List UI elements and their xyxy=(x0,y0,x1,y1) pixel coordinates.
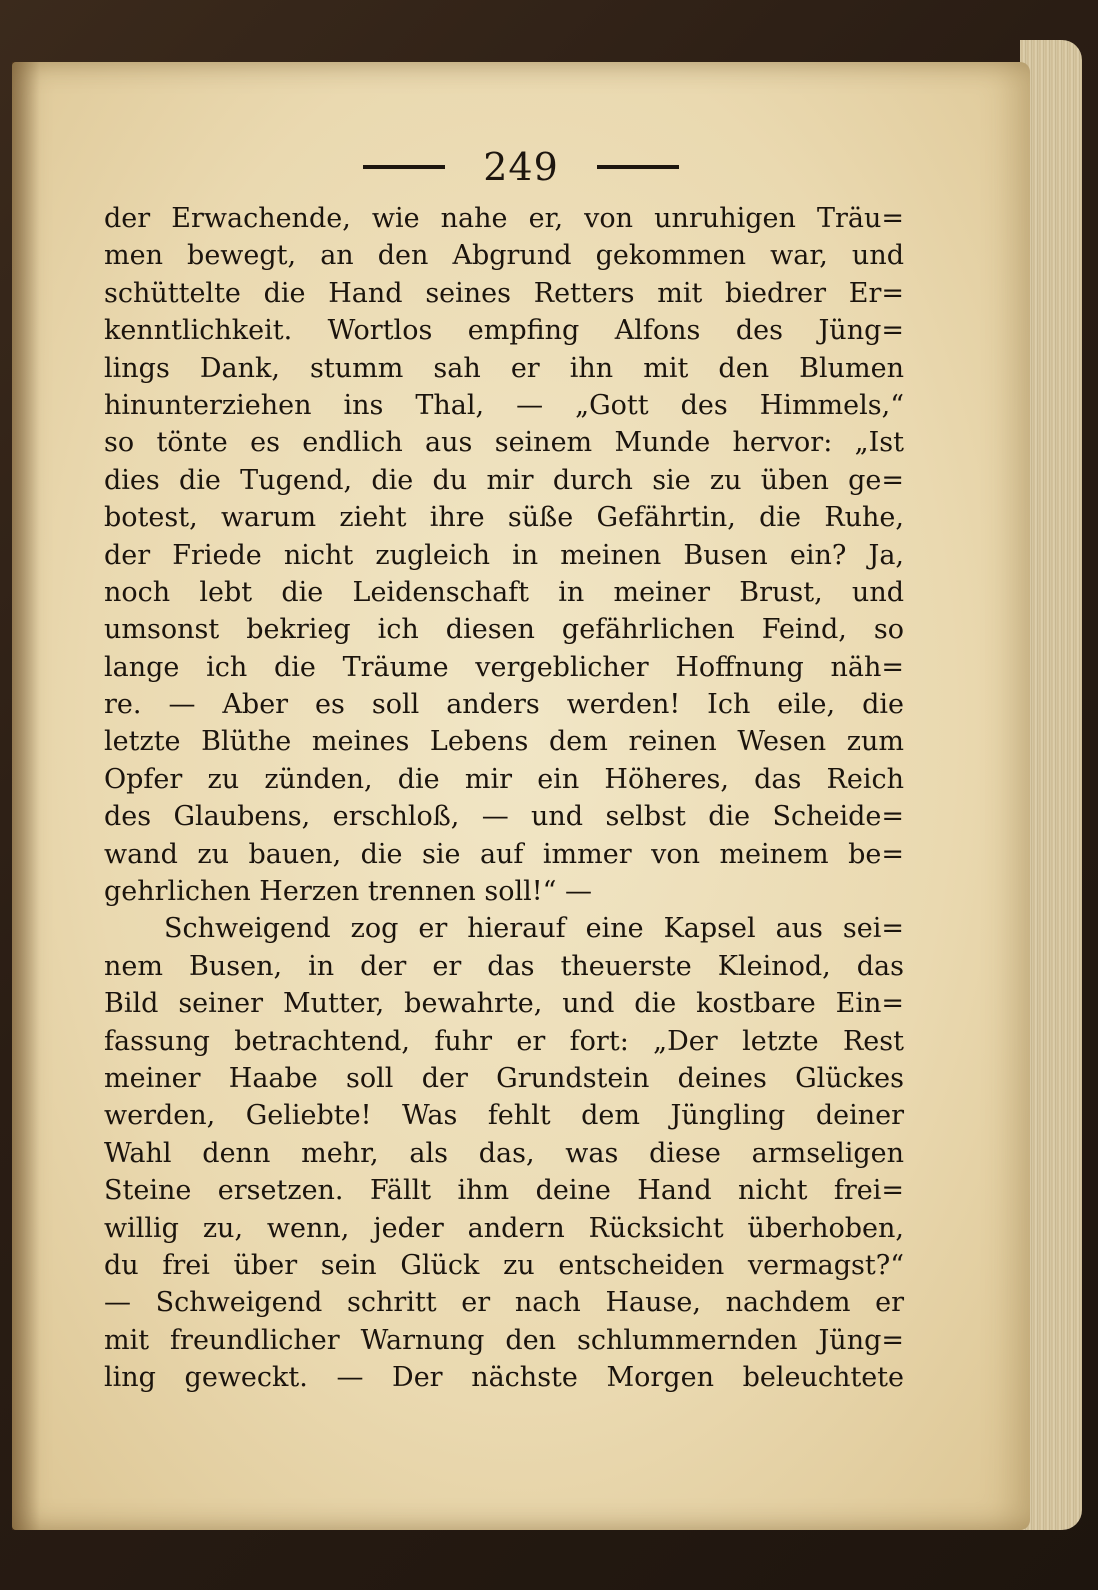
header-rule-left xyxy=(363,165,445,169)
header-rule-right xyxy=(597,165,679,169)
text-line: werden, Geliebte! Was fehlt dem Jüngling deiner xyxy=(104,1100,904,1132)
text-line: hinunterziehen ins Thal, — „Gott des Himmels,“ xyxy=(104,389,904,421)
text-line: lings Dank, stumm sah er ihn mit den Blumen xyxy=(104,352,904,384)
text-line: mit freundlicher Warnung den schlummernden Jüng= xyxy=(104,1324,904,1356)
text-line: kenntlichkeit. Wortlos empfing Alfons des Jüng= xyxy=(104,315,904,347)
text-line: meiner Haabe soll der Grundstein deines Glückes xyxy=(104,1062,904,1094)
text-line: re. — Aber es soll anders werden! Ich eile, die xyxy=(104,689,904,721)
text-line: — Schweigend schritt er nach Hause, nachdem er xyxy=(104,1287,904,1319)
text-line: du frei über sein Glück zu entscheiden vermagst?“ xyxy=(104,1249,904,1281)
text-line: men bewegt, an den Abgrund gekommen war, und xyxy=(104,240,904,272)
text-line: gehrlichen Herzen trennen soll!“ — xyxy=(104,876,592,908)
text-line: letzte Blüthe meines Lebens dem reinen Wesen zum xyxy=(104,726,904,758)
text-line: der Erwachende, wie nahe er, von unruhigen Träu= xyxy=(104,203,904,234)
text-line: lange ich die Träume vergeblicher Hoffnung näh= xyxy=(104,651,904,683)
text-line: Schweigend zog er hierauf eine Kapsel aus sei= xyxy=(164,913,904,945)
text-line: Steine ersetzen. Fällt ihm deine Hand nicht frei= xyxy=(104,1175,904,1207)
text-line: des Glaubens, erschloß, — und selbst die Scheide= xyxy=(104,801,904,833)
page-header xyxy=(12,137,1030,197)
text-line: willig zu, wenn, jeder andern Rücksicht überhoben, xyxy=(104,1212,904,1244)
page-text xyxy=(104,200,904,1397)
text-line: Wahl denn mehr, als das, was diese armseligen xyxy=(104,1137,904,1169)
text-line: fassung betrachtend, fuhr er fort: „Der letzte Rest xyxy=(104,1025,904,1057)
book-page xyxy=(12,62,1030,1530)
page-number: 249 xyxy=(483,145,559,189)
text-line: umsonst bekrieg ich diesen gefährlichen Feind, so xyxy=(104,614,904,646)
text-line: der Friede nicht zugleich in meinen Busen ein? Ja, xyxy=(104,539,904,571)
text-line: schüttelte die Hand seines Retters mit biedrer Er= xyxy=(104,277,904,309)
text-line: botest, warum zieht ihre süße Gefährtin, die Ruhe, xyxy=(104,502,904,534)
text-line: Bild seiner Mutter, bewahrte, und die kostbare Ein= xyxy=(104,988,904,1020)
text-line: noch lebt die Leidenschaft in meiner Brust, und xyxy=(104,576,904,608)
page-gutter-shadow xyxy=(12,62,40,1530)
text-line: dies die Tugend, die du mir durch sie zu üben ge= xyxy=(104,464,904,496)
text-line: wand zu bauen, die sie auf immer von meinem be= xyxy=(104,838,904,870)
text-line: Opfer zu zünden, die mir ein Höheres, das Reich xyxy=(104,763,904,795)
text-line: nem Busen, in der er das theuerste Kleinod, das xyxy=(104,950,904,982)
text-line: so tönte es endlich aus seinem Munde hervor: „Ist xyxy=(104,427,904,459)
text-line: ling geweckt. — Der nächste Morgen beleuchtete xyxy=(104,1362,904,1394)
